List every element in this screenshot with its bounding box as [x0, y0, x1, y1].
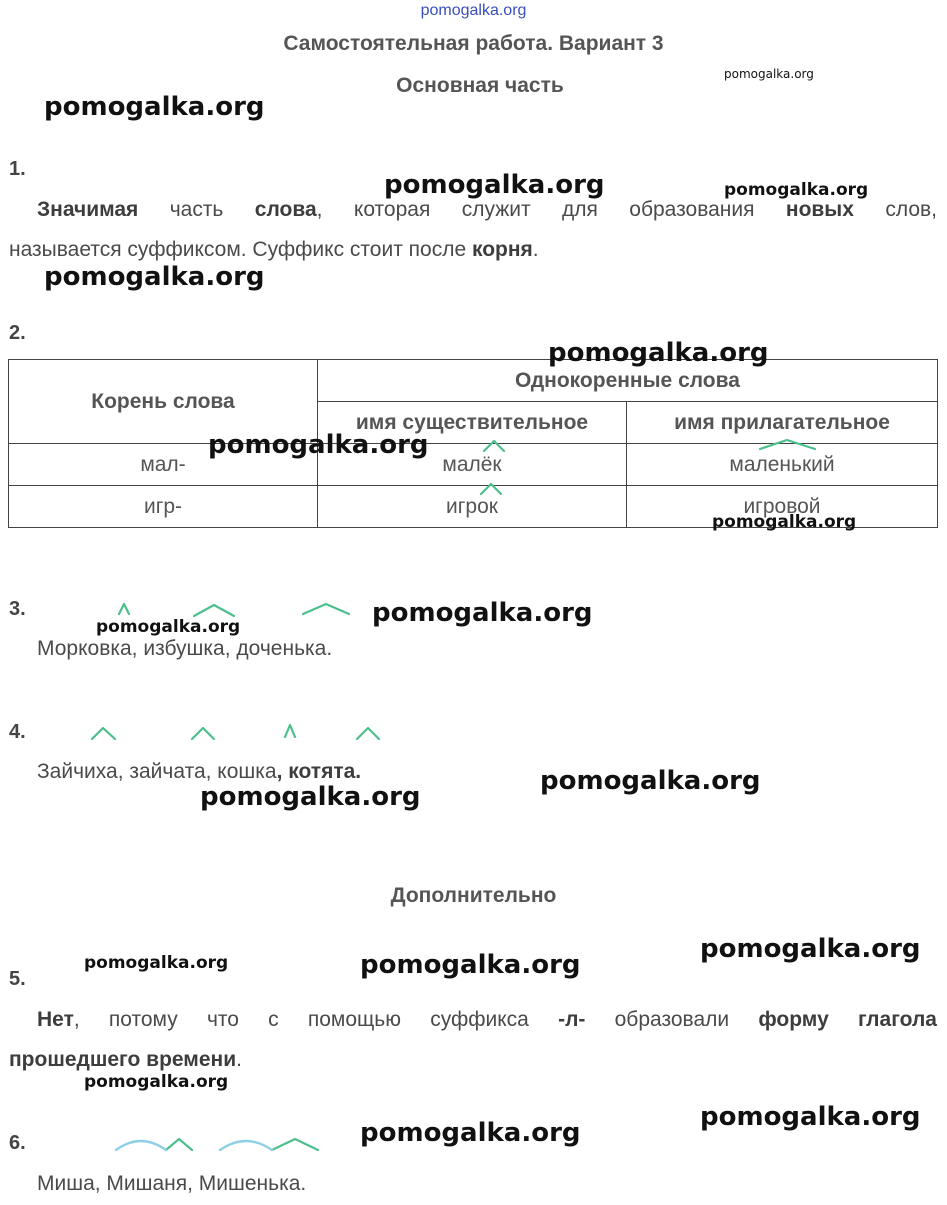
section-heading-main: Основная часть	[396, 74, 564, 97]
page-title: Самостоятельная работа. Вариант 3	[283, 32, 664, 55]
bold-word: Нет	[37, 1008, 74, 1031]
text-fragment: .	[236, 1048, 242, 1071]
adjective-cell: игровой	[627, 486, 938, 528]
watermark: pomogalka.org	[724, 67, 814, 81]
task-2-number: 2.	[9, 322, 26, 344]
task-3-number: 3.	[9, 598, 26, 620]
suffix-mark-icon	[357, 728, 379, 739]
root-cell: мал-	[9, 444, 318, 486]
suffix-mark-icon	[92, 728, 115, 739]
watermark: pomogalka.org	[724, 180, 869, 200]
suffix-mark-icon	[192, 728, 214, 739]
text-fragment: слов,	[853, 198, 937, 221]
suffix-mark-icon	[166, 1139, 192, 1150]
watermark: pomogalka.org	[44, 262, 265, 292]
suffix-mark-icon	[484, 441, 504, 451]
bold-word: слова	[254, 198, 317, 221]
suffix-mark-icon	[119, 604, 129, 614]
bold-word: Значимая	[37, 198, 139, 221]
suffix-mark-icon	[760, 440, 815, 449]
watermark: pomogalka.org	[84, 953, 229, 973]
suffix-mark-icon	[272, 1139, 318, 1150]
task-4-number: 4.	[9, 721, 26, 743]
watermark: pomogalka.org	[700, 934, 921, 964]
text-fragment: , потому что с помощью суффикса	[73, 1008, 559, 1031]
text-fragment: .	[532, 238, 539, 261]
watermark: pomogalka.org	[540, 766, 761, 796]
section-heading-extra: Дополнительно	[390, 884, 557, 907]
watermark: pomogalka.org	[200, 782, 421, 812]
text-fragment: Зайчиха, зайчата, кошка	[37, 760, 277, 783]
site-link[interactable]: pomogalka.org	[420, 2, 527, 19]
suffix-mark-icon	[194, 605, 234, 616]
text-fragment: , которая служит для образования	[316, 198, 786, 221]
task-6-text: Миша, Мишаня, Мишенька.	[37, 1172, 307, 1195]
bold-word: форму глагола	[758, 1008, 937, 1031]
suffix-mark-icon	[303, 604, 349, 614]
header-related-words: Однокоренные слова	[318, 360, 938, 402]
bold-word: новых	[785, 198, 854, 221]
watermark: pomogalka.org	[700, 1102, 921, 1132]
root-arc-icon	[220, 1141, 272, 1150]
adjective-cell: маленький	[627, 444, 938, 486]
root-cell: игр-	[9, 486, 318, 528]
bold-word: корня	[471, 238, 533, 261]
noun-cell: игрок	[318, 486, 627, 528]
text-fragment: часть	[138, 198, 255, 221]
bold-comma: , котята.	[276, 760, 362, 783]
suffix-mark-icon	[481, 484, 501, 494]
watermark: pomogalka.org	[384, 170, 605, 200]
watermark: pomogalka.org	[360, 950, 581, 980]
task-1-number: 1.	[9, 158, 26, 180]
watermark: pomogalka.org	[84, 1072, 229, 1092]
suffix-mark-icon	[285, 725, 295, 737]
watermark: pomogalka.org	[44, 92, 265, 122]
watermark: pomogalka.org	[360, 1118, 581, 1148]
task-6-number: 6.	[9, 1132, 26, 1154]
root-arc-icon	[116, 1141, 166, 1150]
watermark: pomogalka.org	[208, 430, 429, 460]
header-root: Корень слова	[9, 360, 318, 444]
header-adjective: имя прилагательное	[627, 402, 938, 444]
bold-word: -л-	[558, 1008, 586, 1031]
watermark: pomogalka.org	[548, 338, 769, 368]
text-fragment: называется суффиксом. Суффикс стоит после	[9, 238, 472, 261]
bold-word: прошедшего времени	[9, 1048, 237, 1071]
watermark: pomogalka.org	[96, 617, 241, 637]
task-3-text: Морковка, избушка, доченька.	[37, 637, 333, 660]
watermark: pomogalka.org	[372, 598, 593, 628]
text-fragment: образовали	[585, 1008, 759, 1031]
noun-cell: малёк	[318, 444, 627, 486]
header-noun: имя существительное	[318, 402, 627, 444]
watermark: pomogalka.org	[712, 512, 857, 532]
task-5-number: 5.	[9, 968, 26, 990]
